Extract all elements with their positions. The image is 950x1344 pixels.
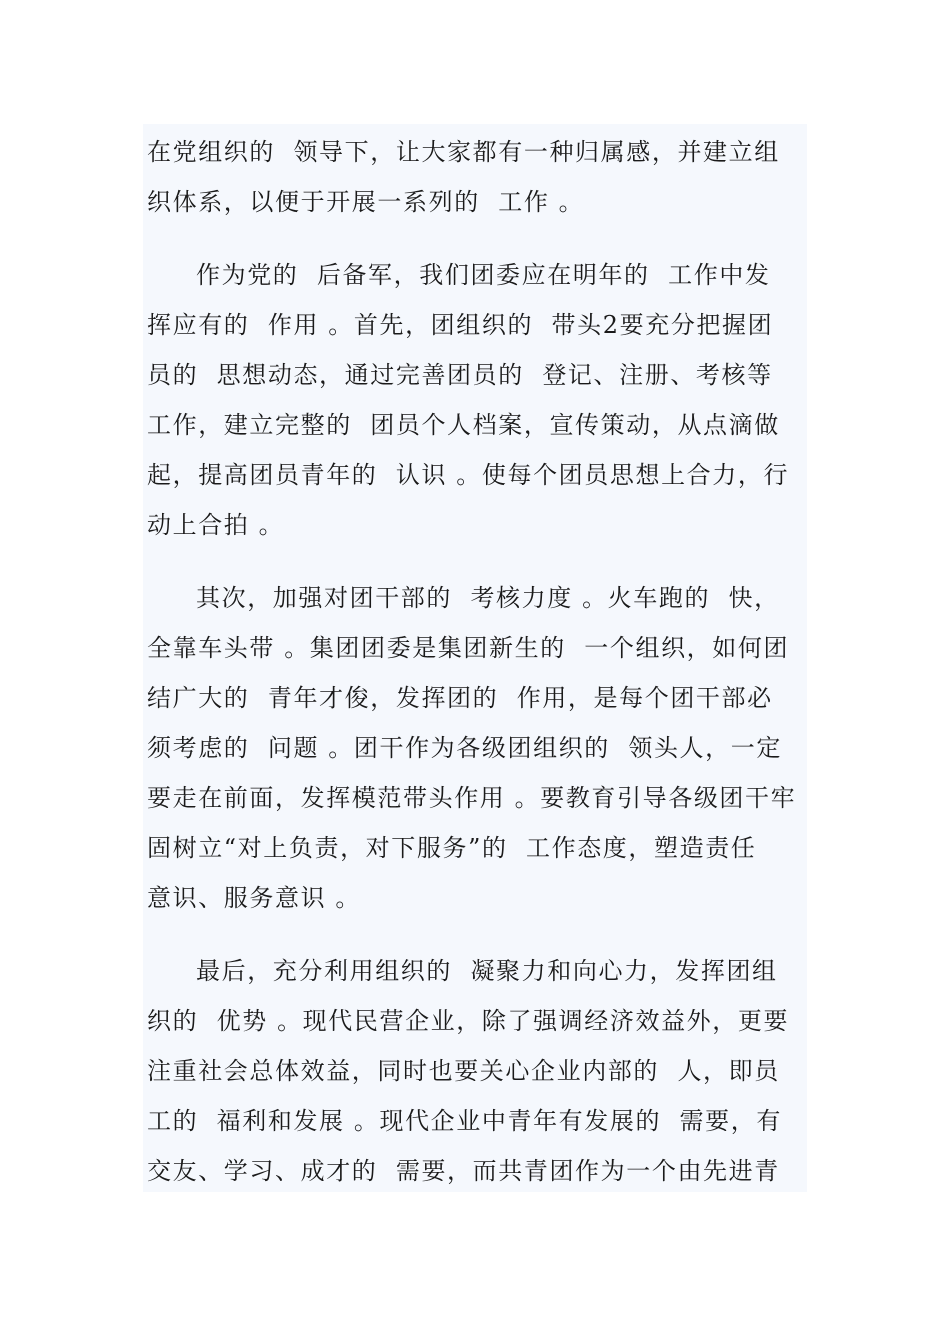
paragraph-4-line-2: 织的 优势 。现代民营企业，除了强调经济效益外，更要 <box>147 1007 790 1035</box>
paragraph-1-line-1: 在党组织的 领导下，让大家都有一种归属感，并建立组 <box>147 138 780 166</box>
paragraph-3-line-7: 意识、服务意识 。 <box>147 884 362 912</box>
paragraph-3-line-1: 其次，加强对团干部的 考核力度 。火车跑的 快， <box>196 584 780 612</box>
paragraph-3-line-6: 固树立“对上负责，对下服务”的 工作态度，塑造责任 <box>147 834 757 862</box>
paragraph-4-line-1: 最后，充分利用组织的 凝聚力和向心力，发挥团组 <box>196 957 778 985</box>
paragraph-2-line-3: 员的 思想动态，通过完善团员的 登记、注册、考核等 <box>147 361 773 389</box>
paragraph-4-line-4: 工的 福利和发展 。现代企业中青年有发展的 需要，有 <box>147 1107 782 1135</box>
paragraph-3-line-5: 要走在前面，发挥模范带头作用 。要教育引导各级团干牢 <box>147 784 797 812</box>
paragraph-2-line-5: 起，提高团员青年的 认识 。使每个团员思想上合力，行 <box>147 461 790 489</box>
paragraph-3-line-3: 结广大的 青年才俊，发挥团的 作用，是每个团干部必 <box>147 684 773 712</box>
paragraph-4-line-3: 注重社会总体效益，同时也要关心企业内部的 人，即员 <box>147 1057 780 1085</box>
paragraph-1-line-2: 织体系，以便于开展一系列的 工作 。 <box>147 188 585 216</box>
paragraph-4-line-5: 交友、学习、成才的 需要，而共青团作为一个由先进青 <box>147 1157 780 1185</box>
paragraph-3-line-2: 全靠车头带 。集团团委是集团新生的 一个组织，如何团 <box>147 634 790 662</box>
paragraph-3-line-4: 须考虑的 问题 。团干作为各级团组织的 领头人，一定 <box>147 734 782 762</box>
paragraph-2-line-6: 动上合拍 。 <box>147 511 285 539</box>
paragraph-2-line-2: 挥应有的 作用 。首先，团组织的 带头2要充分把握团 <box>147 311 774 339</box>
paragraph-2-line-1: 作为党的 后备军，我们团委应在明年的 工作中发 <box>196 261 771 289</box>
paragraph-2-line-4: 工作，建立完整的 团员个人档案，宣传策动，从点滴做 <box>147 411 780 439</box>
